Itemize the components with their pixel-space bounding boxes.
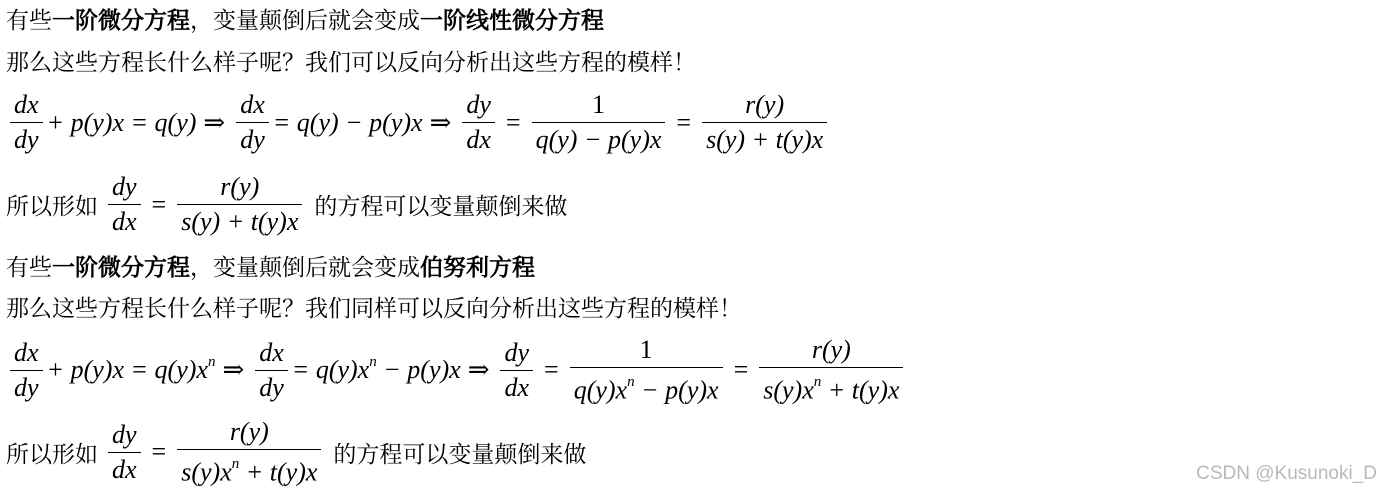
sec1-eq-term1: + p(y)x = q(y) [46,107,197,137]
exponent-n: n [813,374,822,390]
watermark: CSDN @Kusunoki_D [1196,463,1377,484]
sec2-intro-bold2: 伯努利方程 [420,254,535,281]
sec1-shape-suffix: 的方程可以变量颠倒来做 [314,194,568,220]
sec2-eq-frac3 [500,336,533,405]
sec1-equation [6,88,831,157]
term-text: + t(y)x [827,375,900,405]
exponent-n: n [231,456,240,472]
sec2-equation [6,333,907,408]
frac-numerator: dx [14,337,39,367]
frac-numerator: r(y) [229,417,269,446]
sec1-shape-frac2 [177,170,302,239]
sec1-eq-frac4 [532,88,666,157]
frac-denominator: s(y) + t(y)x [181,207,299,236]
sec2-shape-frac1 [108,418,141,487]
sec1-eq-frac3 [462,88,495,157]
term-text: q(y)x [573,375,628,405]
frac-denominator [177,450,321,490]
frac-denominator [759,368,903,408]
implies-arrow: ⇒ [429,107,452,137]
sec1-eq-frac2 [236,88,269,157]
implies-arrow: ⇒ [203,107,226,137]
frac-denominator: dx [466,125,491,154]
frac-denominator: q(y) − p(y)x [535,125,662,154]
frac-denominator: dx [112,454,137,484]
sec1-intro-bold1: 一阶微分方程 [52,7,190,34]
frac-denominator: s(y) + t(y)x [706,125,824,154]
frac-numerator: dx [259,337,284,367]
frac-denominator [570,368,723,408]
term-text: s(y)x [181,457,232,487]
exponent-n: n [207,353,216,370]
sec1-intro-prefix: 有些 [6,8,52,34]
sec1-intro-mid: ，变量颠倒后就会变成 [190,8,420,34]
sec1-intro-line [6,6,604,36]
term-text: + t(y)x [245,457,318,487]
frac-numerator: dy [504,337,530,367]
frac-numerator: dx [14,90,39,119]
frac-numerator: dy [112,419,137,449]
equals-sign: = [544,355,559,385]
sec2-eq-term2 [292,355,461,385]
frac-numerator: r(y) [745,90,785,119]
sec2-intro-bold1: 一阶微分方程 [52,254,190,281]
sec1-shape-frac1 [108,170,141,239]
equals-sign: = [151,189,167,219]
exponent-n: n [627,374,635,390]
sec2-shape-line [6,415,586,490]
sec2-eq-frac4 [570,333,723,408]
term-text: − p(y)x [383,355,461,385]
equals-sign: = [733,355,749,385]
sec1-shape-prefix: 所以形如 [6,194,98,220]
frac-numerator: r(y) [220,172,260,201]
exponent-n: n [369,353,377,370]
frac-numerator: 1 [639,335,653,364]
frac-numerator: dy [466,90,491,119]
term-text: + p(y)x = q(y)x [46,355,208,385]
frac-denominator: dy [14,372,39,402]
implies-arrow: ⇒ [467,355,490,385]
sec2-intro-prefix: 有些 [6,255,52,281]
frac-denominator: dy [240,125,265,154]
frac-denominator: dy [14,125,39,154]
frac-denominator: dx [504,372,530,402]
term-text: = q(y)x [291,355,370,385]
sec2-intro-mid: ，变量颠倒后就会变成 [190,255,420,281]
equals-sign: = [151,437,167,467]
frac-numerator: dx [240,90,265,119]
sec1-question-line: 那么这些方程长什么样子呢？我们可以反向分析出这些方程的模样！ [6,50,696,76]
sec1-eq-frac5 [702,88,827,157]
equals-sign: = [505,107,521,137]
sec2-shape-frac2 [177,415,321,490]
equals-sign: = [676,107,692,137]
sec2-eq-frac5 [759,333,903,408]
sec1-shape-line [6,170,567,239]
frac-denominator: dx [112,207,137,236]
sec1-eq-term2: = q(y) − p(y)x [272,107,423,137]
frac-numerator: 1 [592,90,605,119]
sec1-intro-bold2: 一阶线性微分方程 [420,7,604,34]
sec2-eq-frac1 [10,336,43,405]
sec2-intro-line [6,253,535,283]
frac-numerator: dy [112,172,137,201]
sec2-question-line: 那么这些方程长什么样子呢？我们同样可以反向分析出这些方程的模样！ [6,296,742,322]
sec1-eq-frac1 [10,88,43,157]
term-text: s(y)x [763,375,814,405]
implies-arrow: ⇒ [222,355,245,385]
sec2-shape-prefix: 所以形如 [6,441,98,468]
sec2-shape-suffix: 的方程可以变量颠倒来做 [333,441,587,468]
sec2-eq-term1 [47,355,216,385]
term-text: − p(y)x [641,375,719,405]
sec2-eq-frac2 [255,336,288,405]
frac-denominator: dy [259,372,284,402]
frac-numerator: r(y) [811,335,851,364]
